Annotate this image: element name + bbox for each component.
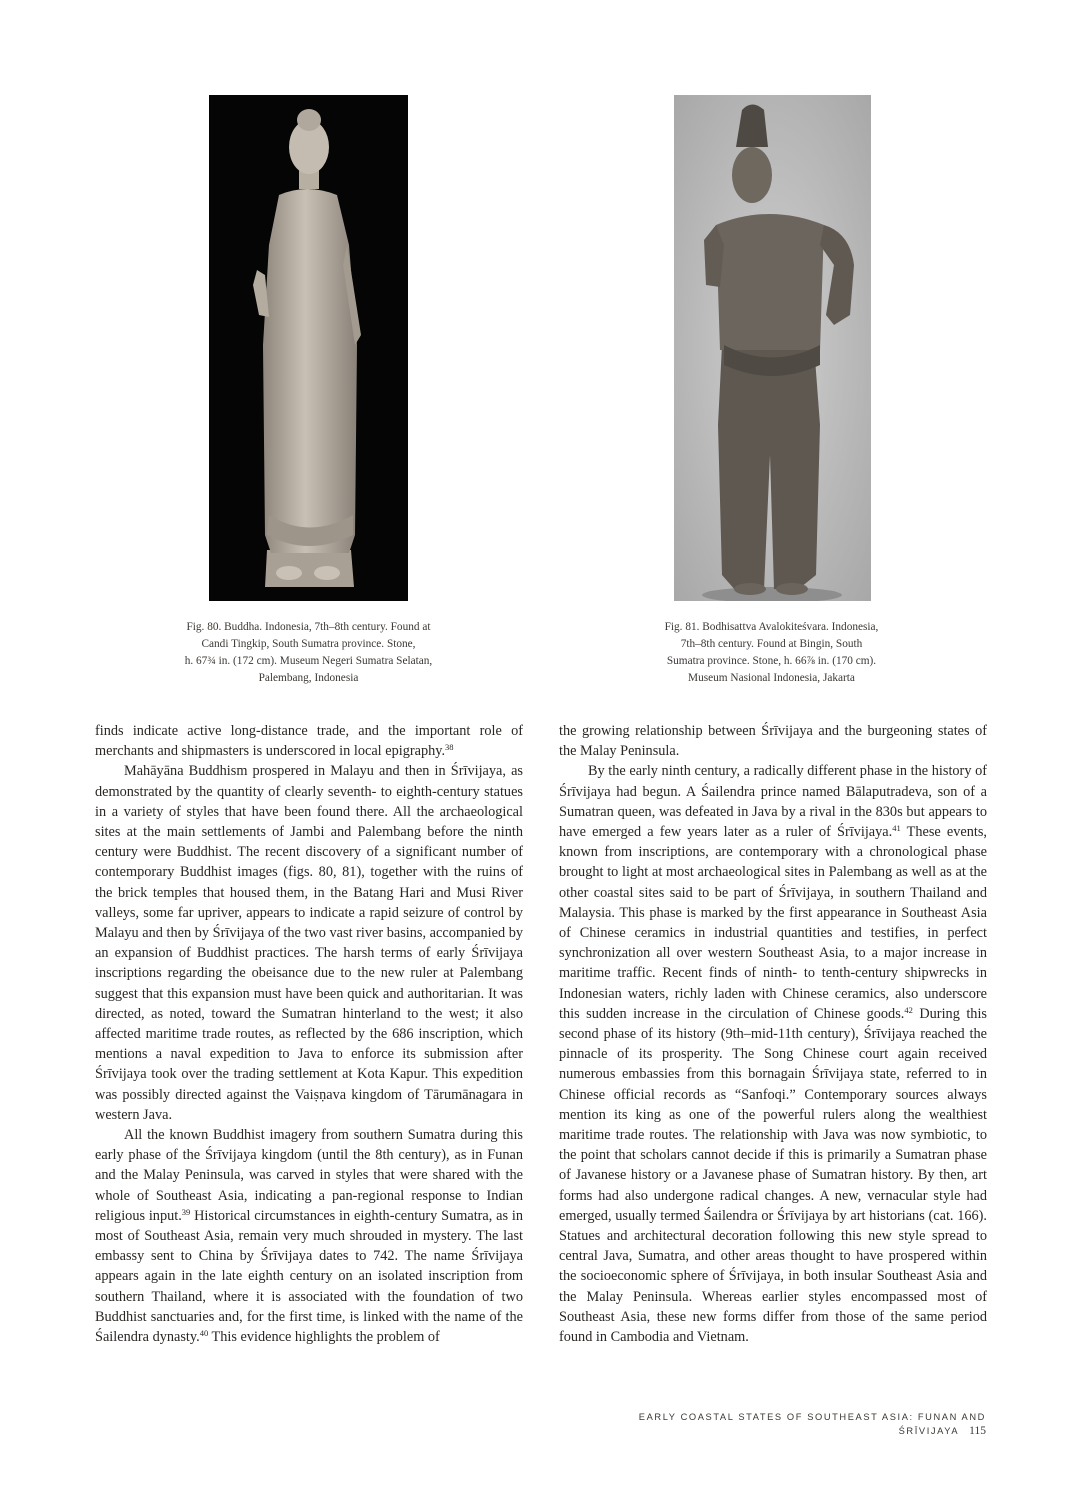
fig80-caption: [140, 619, 477, 687]
caption-line: Palembang, Indonesia: [258, 672, 359, 684]
buddha-statue-image: [209, 95, 408, 601]
page-number: 115: [969, 1425, 986, 1437]
paragraph-text: Historical circumstances in eighth-century Sumatra, as in most of Southeast Asia, remain very much shrouded in mystery. The last embassy sent to China by Śrīvijaya dates to 742. The name Śrīvijaya appears again in the late eighth century on an isolated inscription from southern Thailand, where it is associated with the foundation of two Buddhist sanctuaries and, for the first time, is linked with the name of the Śailendra dynasty.: [95, 1207, 523, 1346]
paragraph-text: By the early ninth century, a radically different phase in the history of Śrīvijaya had begun. A Śailendra prince named Bālaputradeva, son of a Sumatran queen, was defeated in Java by a rival in the 830s but appears to have emerged a few years later as a ruler of Śrīvijaya.: [559, 763, 987, 841]
caption-line: Sumatra province. Stone, h. 66⅞ in. (170 cm).: [666, 655, 877, 667]
paragraph: [95, 1125, 523, 1347]
caption-line: Museum Nasional Indonesia, Jakarta: [688, 672, 855, 684]
paragraph-text: Mahāyāna Buddhism prospered in Malayu and then in Śrīvijaya, as demonstrated by the quantity of clearly seventh- to eighth-century statues in a variety of styles that have been found there. All the archaeological sites at the main settlements of Jambi and Palembang before the ninth century were Buddhist. The recent discovery of a significant number of contemporary Buddhist images (figs. 80, 81), together with the ruins of the brick temples that housed them, in the Batang Hari and Musi River valleys, some far upriver, appears to indicate a rapid seizure of control by Malayu and then by Śrīvijaya of the two vast river basins, accompanied by an expansion of Buddhist practices. The harsh terms of early Śrīvijaya inscriptions regarding the obeisance due to the new ruler at Palembang suggest that this expansion must have been quick and authoritarian. It was directed, as noted, toward the Sumatran hinterland to the west; it also affected maritime trade routes, as reflected by the 686 inscription, which mentions a naval expedition to Java to enforce its submission after Śrīvijaya took over the trading settlement at Kota Kapur. This expedition was possibly directed against the Vaiṣṇava kingdom of Tārumānagara in western Java.: [95, 763, 523, 1123]
paragraph: [559, 721, 987, 761]
bodhisattva-statue-image: [674, 95, 871, 601]
caption-line: h. 67¾ in. (172 cm). Museum Negeri Sumatra Selatan,: [184, 655, 433, 667]
paragraph-text: All the known Buddhist imagery from southern Sumatra during this early phase of the Śrīvijaya kingdom (until the 8th century), as in Funan and the Malay Peninsula, was carved in styles that were shared with the whole of Southeast Asia, indicating a pan-regional response to Indian religious input.: [95, 1127, 523, 1224]
fig81-caption: [603, 619, 940, 687]
footnote-ref: 41: [892, 823, 901, 834]
caption-line: Candi Tingkip, South Sumatra province. Stone,: [201, 638, 416, 650]
paragraph-text: This evidence highlights the problem of: [208, 1329, 440, 1346]
footnote-ref: 39: [181, 1206, 191, 1217]
footnote-ref: 42: [904, 1004, 913, 1015]
paragraph: [559, 761, 987, 1347]
left-text-column: [95, 721, 523, 1347]
caption-line: Fig. 81. Bodhisattva Avalokiteśvara. Indonesia,: [664, 621, 879, 633]
right-text-column: [559, 721, 987, 1347]
caption-line: Fig. 80. Buddha. Indonesia, 7th–8th century. Found at: [186, 621, 431, 633]
paragraph-text: These events, known from inscriptions, are contemporary with a chronological phase brought to light at most archaeological sites in Palembang as well as at the other coastal sites said to be part of Śrīvijaya, in southern Thailand and Malaysia. This phase is marked by the first appearance in Southeast Asia of Chinese ceramics in industrial quantities and testifies, in perfect synchronization all over western Southeast Asia, to a major increase in maritime traffic. Recent finds of ninth- to tenth-century shipwrecks in Indonesian waters, richly laden with Chinese ceramics, also underscore this sudden increase in the circulation of Chinese goods.: [559, 824, 987, 1022]
running-footer: [560, 1410, 986, 1438]
fig81-bodhisattva-photo: [674, 95, 871, 601]
paragraph-text: During this second phase of its history (9th–mid-11th century), Śrīvijaya reached the pinnacle of its prosperity. The Song Chinese court again received numerous embassies from this bornagain Śrīvijaya state, referred to in Chinese official records as “Sanfoqi.” Contemporary sources always mention its king as one of the powerful rulers along the wealthiest maritime trade routes. The relationship with Java was now symbiotic, to the point that scholars cannot decide if this is primarily a Sumatran phase of Javanese history or a Javanese phase of Sumatran history. By then, art forms had also undergone radical changes. A new, vernacular style had emerged, usually termed Śailendra or Śrīvijaya by art historians (cat. 166). Statues and architectural decoration following this new style spread to central Java, Sumatra, and other areas thought to have prospered within the socioeconomic sphere of Śrīvijaya, in both insular Southeast Asia and the Malay Peninsula. Whereas earlier styles encompassed most of Southeast Asia, these new forms differ from those of the same period found in Cambodia and Vietnam.: [559, 1005, 987, 1346]
paragraph: [95, 761, 523, 1125]
caption-line: 7th–8th century. Found at Bingin, South: [680, 638, 863, 650]
paragraph-text: the growing relationship between Śrīvijaya and the burgeoning states of the Malay Peninsula.: [559, 723, 987, 760]
paragraph-text: finds indicate active long-distance trade, and the important role of merchants and shipmasters is underscored in local epigraphy.: [95, 723, 523, 760]
footnote-ref: 38: [445, 742, 454, 753]
fig80-buddha-photo: [209, 95, 408, 601]
running-head-text: EARLY COASTAL STATES OF SOUTHEAST ASIA: FUNAN AND ŚRĪVIJAYA: [638, 1412, 986, 1436]
paragraph: [95, 721, 523, 761]
footnote-ref: 40: [199, 1328, 209, 1339]
